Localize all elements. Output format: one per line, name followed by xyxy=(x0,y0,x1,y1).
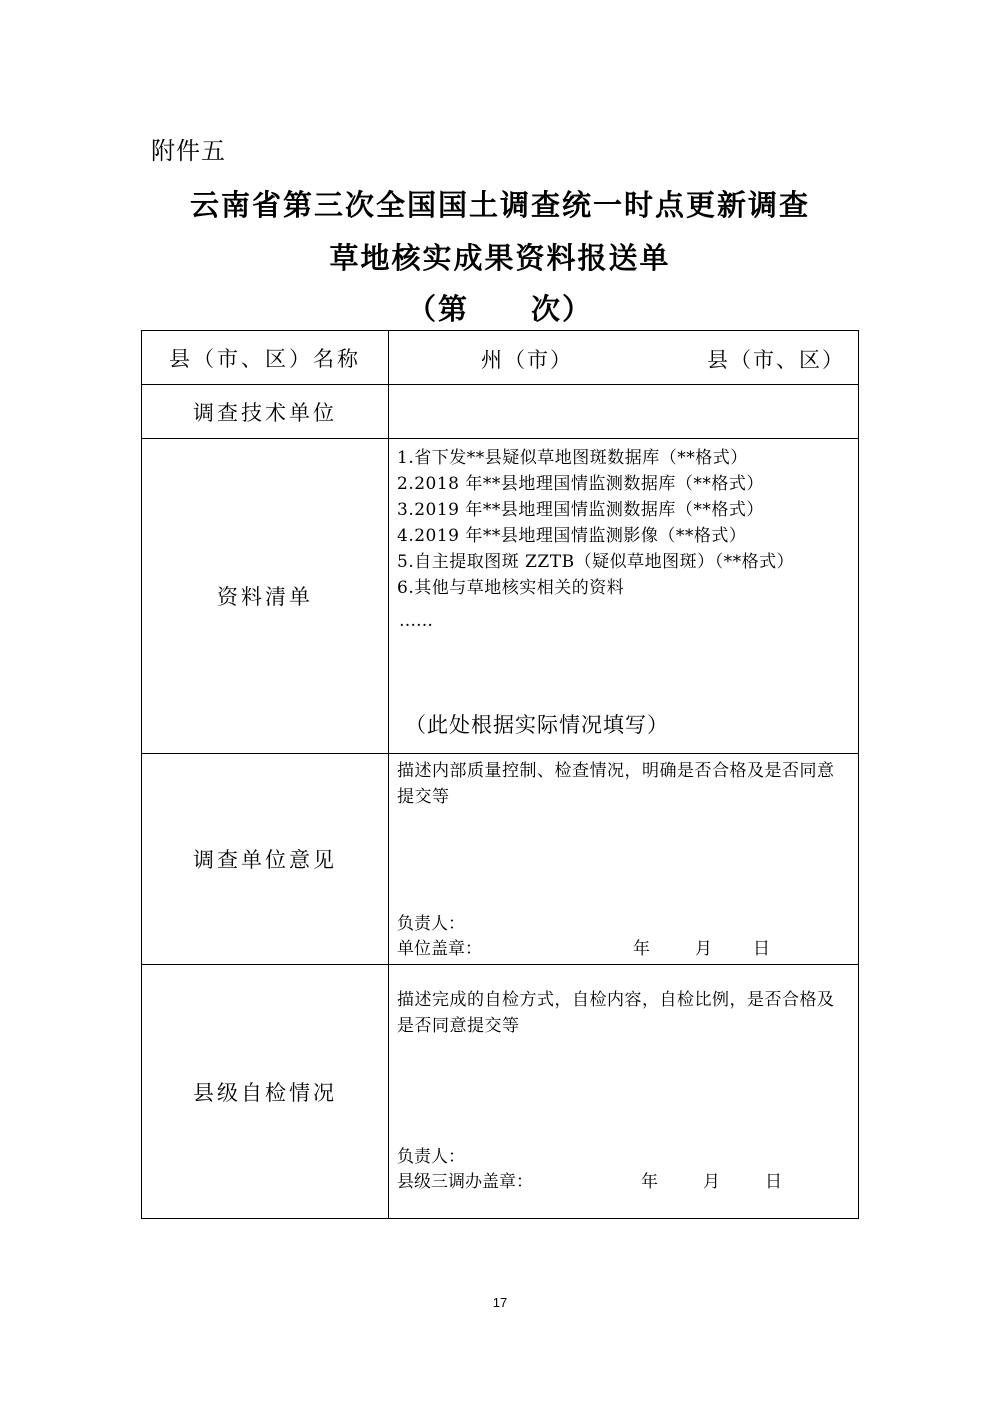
list-item: 2.2018 年**县地理国情监测数据库（**格式） xyxy=(397,474,764,494)
survey-unit-value-cell[interactable] xyxy=(389,385,859,439)
county-name-value-cell[interactable] xyxy=(389,331,859,385)
date-year: 年 xyxy=(641,1172,658,1192)
county-self-check-cell[interactable] xyxy=(389,965,859,1219)
fill-in-note: （此处根据实际情况填写） xyxy=(405,713,669,737)
county-suffix: 县（市、区） xyxy=(707,348,845,372)
submission-form-table xyxy=(141,330,859,1219)
date-month: 月 xyxy=(703,1172,720,1192)
list-item: 6.其他与草地核实相关的资料 xyxy=(397,578,625,598)
county-office-seal-label: 县级三调办盖章： xyxy=(397,1172,533,1192)
list-item: 4.2019 年**县地理国情监测影像（**格式） xyxy=(397,526,747,546)
unit-seal-label: 单位盖章： xyxy=(397,939,482,959)
document-title-line-1: 云南省第三次全国国土调查统一时点更新调查 xyxy=(189,188,810,222)
document-title-line-2: 草地核实成果资料报送单 xyxy=(329,241,671,275)
date-day: 日 xyxy=(753,939,770,959)
page-number: 17 xyxy=(492,1295,508,1310)
responsible-person-label: 负责人： xyxy=(397,1147,465,1167)
list-item: 5.自主提取图斑 ZZTB（疑似草地图斑）（**格式） xyxy=(397,552,795,572)
survey-opinion-label: 调查单位意见 xyxy=(142,754,389,965)
county-name-label: 县（市、区）名称 xyxy=(142,331,389,385)
prefecture-suffix: 州（市） xyxy=(481,348,573,372)
table-row-survey-unit xyxy=(142,385,859,439)
date-year: 年 xyxy=(633,939,650,959)
survey-opinion-signature xyxy=(397,912,847,964)
material-list-cell[interactable] xyxy=(389,439,859,754)
list-item: 1.省下发**县疑似草地图斑数据库（**格式） xyxy=(397,448,748,468)
table-row-county-self-check xyxy=(142,965,859,1219)
date-day: 日 xyxy=(765,1172,782,1192)
survey-opinion-description: 描述内部质量控制、检查情况，明确是否合格及是否同意提交等 xyxy=(397,761,835,807)
table-row-survey-opinion xyxy=(142,754,859,965)
list-item: 3.2019 年**县地理国情监测数据库（**格式） xyxy=(397,500,764,520)
list-ellipsis: …… xyxy=(399,611,433,631)
material-list-label: 资料清单 xyxy=(142,439,389,754)
self-check-description: 描述完成的自检方式，自检内容，自检比例，是否合格及是否同意提交等 xyxy=(397,990,835,1036)
table-row-county-name xyxy=(142,331,859,385)
date-month: 月 xyxy=(695,939,712,959)
county-self-check-label: 县级自检情况 xyxy=(142,965,389,1219)
material-list xyxy=(397,445,794,601)
self-check-signature xyxy=(397,1145,847,1197)
table-row-material-list xyxy=(142,439,859,754)
survey-unit-label: 调查技术单位 xyxy=(142,385,389,439)
responsible-person-label: 负责人： xyxy=(397,914,465,934)
survey-opinion-cell[interactable] xyxy=(389,754,859,965)
submission-count-line: （第 次） xyxy=(406,292,593,326)
attachment-label: 附件五 xyxy=(151,137,226,165)
